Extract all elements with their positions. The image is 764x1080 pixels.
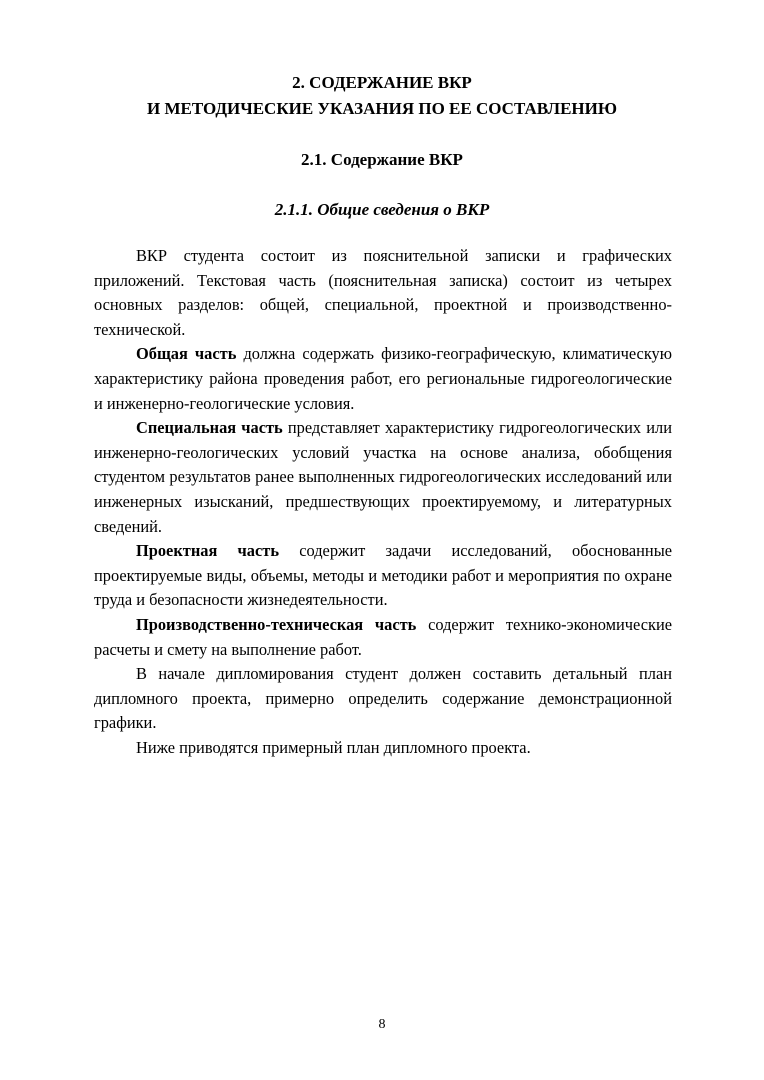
paragraph-text: представляет характеристику гидрогеологических или инженерно-геологических условий участка на основе анализа, обобщения студентом результатов ранее выполненных гидрогеологических исследований или инженерных изысканий, предшествующих проектируемому, и литературных сведений. (94, 418, 672, 536)
paragraph-text: Ниже приводятся примерный план дипломного проекта. (136, 737, 531, 757)
section-title: 2.1. Содержание ВКР (301, 150, 463, 169)
paragraph (94, 342, 672, 416)
paragraph (94, 736, 672, 761)
paragraph-text: ВКР студента состоит из пояснительной записки и графических приложений. Текстовая часть (пояснительная записка) состоит из четырех основных разделов: общей, специальной, проектной и производственно-технической. (94, 246, 672, 339)
paragraph-lead: Общая часть (136, 344, 237, 364)
paragraph-text: В начале дипломирования студент должен составить детальный план дипломного проекта, примерно определить содержание демонстрационной графики. (94, 664, 672, 733)
paragraph (94, 244, 672, 342)
paragraph-text: содержит задачи исследований, обоснованные проектируемые виды, объемы, методы и методики работ и мероприятия по охране труда и безопасности жизнедеятельности. (94, 541, 672, 610)
paragraph (94, 662, 672, 736)
body-text (94, 244, 672, 760)
chapter-title-line-2: И МЕТОДИЧЕСКИЕ УКАЗАНИЯ ПО ЕЕ СОСТАВЛЕНИЮ (146, 99, 618, 118)
subsection-title: 2.1.1. Общие сведения о ВКР (274, 200, 490, 219)
chapter-title-line-1: 2. СОДЕРЖАНИЕ ВКР (292, 73, 472, 92)
paragraph (94, 539, 672, 613)
paragraph (94, 416, 672, 539)
page-number: 8 (378, 1017, 386, 1032)
chapter-title (80, 70, 684, 122)
paragraph-lead: Специальная часть (136, 418, 283, 438)
paragraph (94, 613, 672, 662)
paragraph-text: содержит технико-экономические расчеты и смету на выполнение работ. (94, 614, 672, 659)
paragraph-lead: Производственно-техническая часть (136, 614, 417, 634)
paragraph-lead: Проектная часть (136, 541, 279, 561)
paragraph-text: должна содержать физико-географическую, климатическую характеристику района проведения работ, его региональные гидрогеологические и инженерно-геологические условия. (94, 344, 672, 413)
